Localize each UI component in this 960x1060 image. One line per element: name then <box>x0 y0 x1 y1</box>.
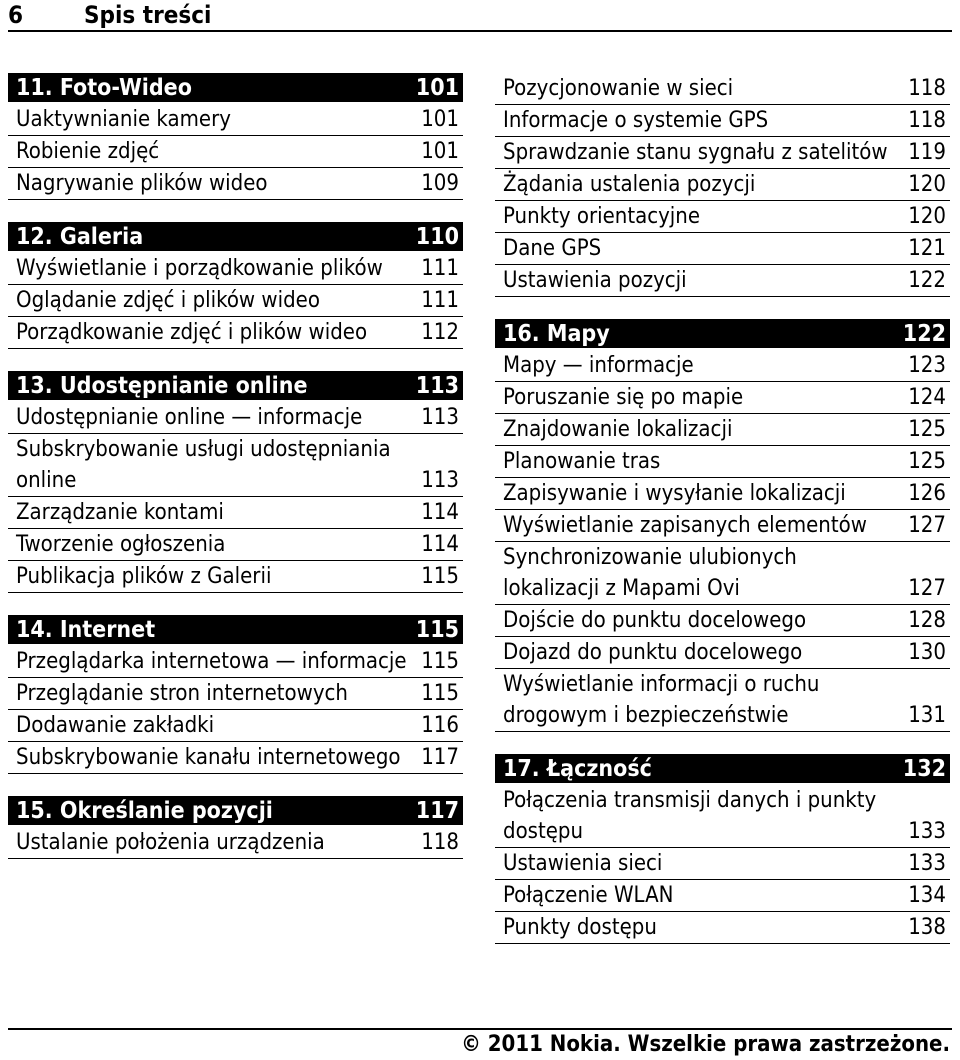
entry-title: Porządkowanie zdjęć i plików wideo <box>16 320 368 345</box>
entry-title: Poruszanie się po mapie <box>503 385 744 410</box>
entry-page: 115 <box>421 681 459 706</box>
toc-entry[interactable] <box>495 137 950 169</box>
chapter-title: 12. Galeria <box>16 223 144 250</box>
toc-section <box>8 371 463 593</box>
toc-entry[interactable] <box>8 678 463 710</box>
entry-page: 114 <box>421 500 459 525</box>
copyright-notice: © 2011 Nokia. Wszelkie prawa zastrzeżone. <box>461 1032 950 1057</box>
chapter-title: 15. Określanie pozycji <box>16 797 273 824</box>
toc-entry[interactable] <box>495 912 950 944</box>
toc-right-column <box>495 73 950 966</box>
entry-title: Subskrybowanie usługi udostępniania online <box>16 437 391 493</box>
chapter-heading[interactable] <box>8 222 463 251</box>
toc-entry[interactable] <box>495 510 950 542</box>
toc-left-column <box>8 73 463 881</box>
entry-page: 124 <box>908 385 946 410</box>
entry-title: Ustawienia pozycji <box>503 268 687 293</box>
toc-entry[interactable] <box>495 73 950 105</box>
entry-page: 113 <box>421 468 459 493</box>
entry-page: 101 <box>421 107 459 132</box>
entry-page: 114 <box>421 532 459 557</box>
entry-title: Sprawdzanie stanu sygnału z satelitów <box>503 140 888 165</box>
toc-entry[interactable] <box>8 710 463 742</box>
entry-title: Przeglądarka internetowa — informacje <box>16 649 407 674</box>
chapter-title: 16. Mapy <box>503 320 610 347</box>
entry-title: Dodawanie zakładki <box>16 713 215 738</box>
toc-entry[interactable] <box>8 561 463 593</box>
toc-entry[interactable] <box>8 402 463 434</box>
toc-entry[interactable] <box>8 253 463 285</box>
toc-entry[interactable] <box>8 285 463 317</box>
entry-title: Nagrywanie plików wideo <box>16 171 268 196</box>
entry-title: Uaktywnianie kamery <box>16 107 231 132</box>
entry-title: Pozycjonowanie w sieci <box>503 76 734 101</box>
chapter-title: 17. Łączność <box>503 755 652 782</box>
entry-title: Wyświetlanie i porządkowanie plików <box>16 256 383 281</box>
entry-page: 125 <box>908 417 946 442</box>
entry-title: Robienie zdjęć <box>16 139 160 164</box>
entry-page: 118 <box>908 108 946 133</box>
entry-page: 101 <box>421 139 459 164</box>
entry-page: 115 <box>421 649 459 674</box>
entry-title: Połączenia transmisji danych i punkty dostępu <box>503 788 877 844</box>
toc-entry[interactable] <box>495 233 950 265</box>
entry-title: Udostępnianie online — informacje <box>16 405 363 430</box>
toc-section <box>8 222 463 349</box>
entry-title: Oglądanie zdjęć i plików wideo <box>16 288 320 313</box>
chapter-heading[interactable] <box>8 796 463 825</box>
toc-entry[interactable] <box>8 104 463 136</box>
chapter-page: 113 <box>415 372 459 399</box>
toc-entry[interactable] <box>8 434 463 497</box>
entry-page: 128 <box>908 608 946 633</box>
chapter-page: 115 <box>415 616 459 643</box>
entry-title: Planowanie tras <box>503 449 661 474</box>
page-header <box>8 0 952 32</box>
toc-entry[interactable] <box>495 382 950 414</box>
toc-section <box>8 796 463 859</box>
entry-title: Zapisywanie i wysyłanie lokalizacji <box>503 481 846 506</box>
entry-title: Punkty orientacyjne <box>503 204 701 229</box>
entry-title: Ustalanie położenia urządzenia <box>16 830 325 855</box>
entry-title: Mapy — informacje <box>503 353 694 378</box>
toc-entry[interactable] <box>495 265 950 297</box>
footer-divider <box>8 1028 952 1030</box>
entry-title: Tworzenie ogłoszenia <box>16 532 226 557</box>
toc-entry[interactable] <box>8 742 463 774</box>
toc-entry[interactable] <box>8 136 463 168</box>
toc-entry[interactable] <box>495 880 950 912</box>
toc-entry[interactable] <box>495 637 950 669</box>
chapter-heading[interactable] <box>8 615 463 644</box>
chapter-page: 117 <box>415 797 459 824</box>
toc-entry[interactable] <box>495 669 950 732</box>
entry-title: Informacje o systemie GPS <box>503 108 769 133</box>
entry-title: Zarządzanie kontami <box>16 500 224 525</box>
toc-entry[interactable] <box>495 350 950 382</box>
toc-entry[interactable] <box>8 827 463 859</box>
entry-page: 116 <box>421 713 459 738</box>
chapter-title: 13. Udostępnianie online <box>16 372 308 399</box>
entry-title: Synchronizowanie ulubionych lokalizacji z Mapami Ovi <box>503 545 797 601</box>
entry-page: 120 <box>908 172 946 197</box>
toc-entry[interactable] <box>495 785 950 848</box>
entry-page: 111 <box>421 288 459 313</box>
entry-page: 113 <box>421 405 459 430</box>
toc-entry[interactable] <box>495 169 950 201</box>
entry-page: 117 <box>421 745 459 770</box>
entry-page: 120 <box>908 204 946 229</box>
toc-entry[interactable] <box>495 446 950 478</box>
chapter-page: 110 <box>415 223 459 250</box>
entry-title: Znajdowanie lokalizacji <box>503 417 733 442</box>
toc-entry[interactable] <box>8 646 463 678</box>
entry-title: Wyświetlanie informacji o ruchu drogowym i bezpieczeństwie <box>503 672 820 728</box>
entry-page: 109 <box>421 171 459 196</box>
entry-title: Wyświetlanie zapisanych elementów <box>503 513 867 538</box>
entry-page: 115 <box>421 564 459 589</box>
entry-page: 126 <box>908 481 946 506</box>
entry-page: 118 <box>908 76 946 101</box>
toc-section <box>495 754 950 944</box>
chapter-heading[interactable] <box>8 371 463 400</box>
toc-entry[interactable] <box>8 497 463 529</box>
toc-section <box>495 319 950 732</box>
toc-entry[interactable] <box>495 848 950 880</box>
entry-page: 112 <box>421 320 459 345</box>
chapter-heading[interactable] <box>495 319 950 348</box>
chapter-title: 14. Internet <box>16 616 156 643</box>
toc-section <box>495 73 950 297</box>
chapter-page: 101 <box>415 74 459 101</box>
entry-page: 133 <box>908 851 946 876</box>
entry-title: Publikacja plików z Galerii <box>16 564 272 589</box>
entry-page: 111 <box>421 256 459 281</box>
toc-entry[interactable] <box>495 201 950 233</box>
entry-title: Dojazd do punktu docelowego <box>503 640 803 665</box>
entry-page: 127 <box>908 513 946 538</box>
entry-page: 134 <box>908 883 946 908</box>
entry-page: 133 <box>908 819 946 844</box>
entry-title: Żądania ustalenia pozycji <box>503 172 756 197</box>
chapter-page: 132 <box>902 755 946 782</box>
toc-entry[interactable] <box>495 414 950 446</box>
entry-page: 121 <box>908 236 946 261</box>
chapter-heading[interactable] <box>8 73 463 102</box>
chapter-page: 122 <box>902 320 946 347</box>
page-title: Spis treści <box>84 1 212 29</box>
entry-page: 130 <box>908 640 946 665</box>
entry-page: 118 <box>421 830 459 855</box>
entry-page: 125 <box>908 449 946 474</box>
toc-section <box>8 615 463 774</box>
entry-title: Ustawienia sieci <box>503 851 663 876</box>
entry-page: 119 <box>908 140 946 165</box>
toc-entry[interactable] <box>8 317 463 349</box>
toc-entry[interactable] <box>495 542 950 605</box>
toc-entry[interactable] <box>495 478 950 510</box>
entry-title: Punkty dostępu <box>503 915 657 940</box>
entry-page: 123 <box>908 353 946 378</box>
toc-entry[interactable] <box>495 605 950 637</box>
entry-page: 138 <box>908 915 946 940</box>
chapter-heading[interactable] <box>495 754 950 783</box>
chapter-title: 11. Foto-Wideo <box>16 74 192 101</box>
entry-page: 122 <box>908 268 946 293</box>
entry-title: Dojście do punktu docelowego <box>503 608 807 633</box>
toc-entry[interactable] <box>495 105 950 137</box>
entry-title: Połączenie WLAN <box>503 883 674 908</box>
entry-page: 131 <box>908 703 946 728</box>
entry-title: Przeglądanie stron internetowych <box>16 681 348 706</box>
toc-entry[interactable] <box>8 168 463 200</box>
entry-title: Subskrybowanie kanału internetowego <box>16 745 401 770</box>
page-number: 6 <box>8 1 24 29</box>
entry-title: Dane GPS <box>503 236 602 261</box>
toc-entry[interactable] <box>8 529 463 561</box>
entry-page: 127 <box>908 576 946 601</box>
toc-section <box>8 73 463 200</box>
